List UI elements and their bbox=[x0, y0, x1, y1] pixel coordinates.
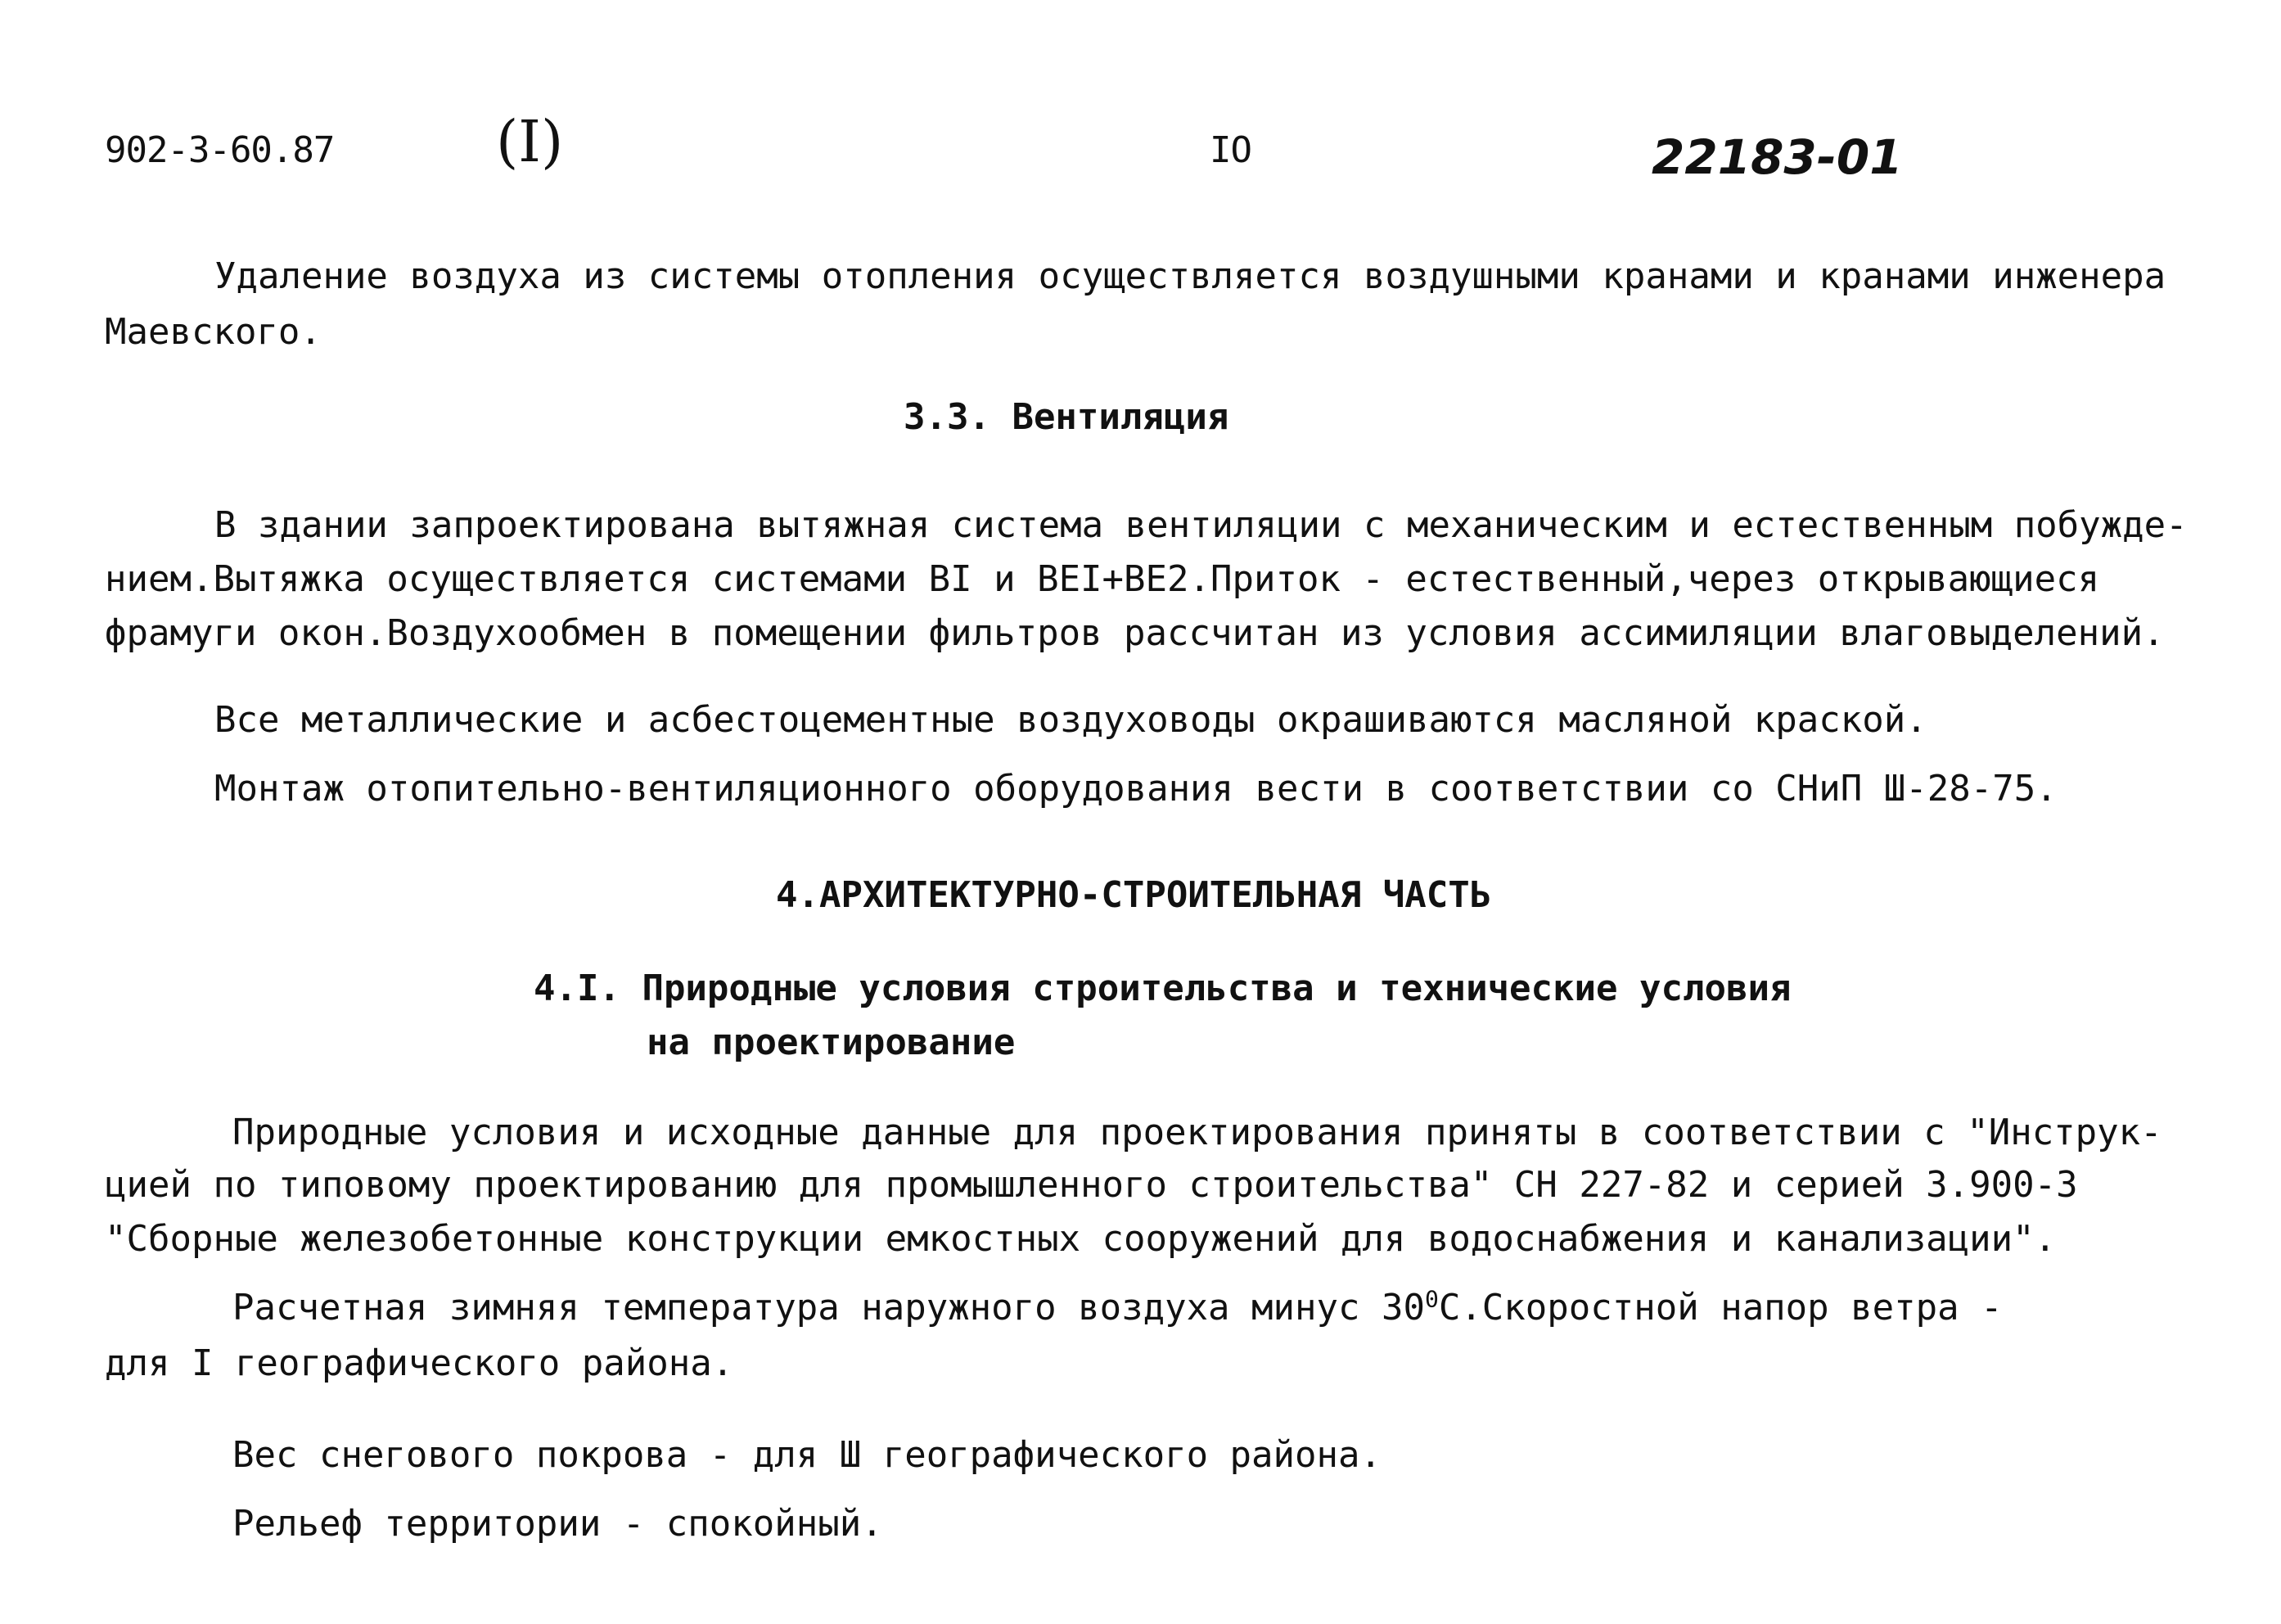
p6-line1-text-a: Расчетная зимняя температура наружного воздуха минус 30 bbox=[232, 1287, 1425, 1329]
p2-line1: В здании запроектирована вытяжная система вентиляции с механическим и естественным побужде- bbox=[214, 504, 2188, 546]
p6-line1 bbox=[232, 1287, 2003, 1329]
p2-line3: фрамуги окон.Воздухообмен в помещении фильтров рассчитан из условия ассимиляции влаговыделений. bbox=[105, 612, 2165, 654]
p6-line1-text-b: С.Скоростной напор ветра - bbox=[1438, 1287, 2003, 1329]
degree-superscript: 0 bbox=[1424, 1285, 1439, 1313]
p2-line2: нием.Вытяжка осуществляется системами BI и BEI+BE2.Приток - естественный,через открывающиеся bbox=[105, 558, 2100, 600]
p5-line2: цией по типовому проектированию для промышленного строительства" СН 227-82 и серией 3.900-3 bbox=[105, 1164, 2078, 1206]
page-number: IO bbox=[1210, 129, 1251, 171]
heading-4: 4.АРХИТЕКТУРНО-СТРОИТЕЛЬНАЯ ЧАСТЬ bbox=[776, 874, 1492, 916]
p1-line1: Удаление воздуха из системы отопления осуществляется воздушными кранами и кранами инженера bbox=[214, 255, 2166, 297]
p1-line2: Маевского. bbox=[105, 311, 322, 353]
handwritten-mark: (I) bbox=[496, 108, 564, 175]
p5-line3: "Сборные железобетонные конструкции емкостных сооружений для водоснабжения и канализации". bbox=[105, 1218, 2057, 1260]
p4-line1: Монтаж отопительно-вентиляционного оборудования вести в соответствии со СНиП Ш-28-75. bbox=[214, 768, 2058, 810]
heading-4-1-line2: на проектирование bbox=[647, 1022, 1016, 1063]
heading-4-1-line1: 4.I. Природные условия строительства и технические условия bbox=[534, 968, 1792, 1009]
doc-code: 902-3-60.87 bbox=[105, 129, 335, 171]
p3-line1: Все металлические и асбестоцементные воздуховоды окрашиваются масляной краской. bbox=[214, 699, 1927, 741]
p7-line1: Вес снегового покрова - для Ш географического района. bbox=[232, 1434, 1382, 1476]
p6-line2: для I географического района. bbox=[105, 1342, 734, 1384]
heading-3-3: 3.3. Вентиляция bbox=[904, 396, 1229, 438]
p8-line1: Рельеф территории - спокойный. bbox=[232, 1503, 883, 1545]
p5-line1: Природные условия и исходные данные для проектирования приняты в соответствии с "Инструк- bbox=[232, 1112, 2162, 1153]
sheet-code: 22183-01 bbox=[1652, 129, 1903, 185]
